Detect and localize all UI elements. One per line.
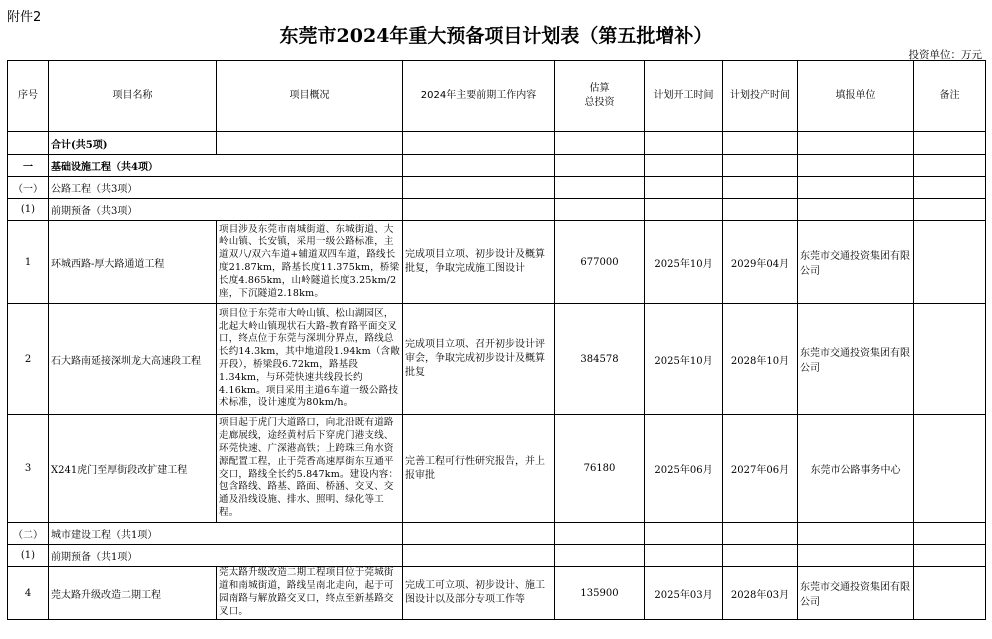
project-work: 完善工程可行性研究报告，并上报审批: [403, 415, 555, 523]
section-label: 基础设施工程（共4项）: [49, 155, 403, 177]
section-no: 一: [8, 155, 49, 177]
project-unit: 东莞市交通投资集团有限公司: [798, 567, 914, 620]
project-unit: 东莞市交通投资集团有限公司: [798, 304, 914, 415]
project-start: 2025年03月: [645, 567, 723, 620]
project-overview: 项目起于虎门大道路口，向北沿既有道路走廊展线，途经黄村后下穿虎门港支线、环莞快速、广深港高铁；上跨珠三角水资源配置工程，止于莞香高速厚街东互通平交口，路线全长约5.847km。建设内容：包含路线、路基、路面、桥涵、交叉、交通及沿线设施、排水、照明、绿化等工程。: [217, 415, 403, 523]
project-unit: 东莞市交通投资集团有限公司: [798, 221, 914, 304]
project-name: 莞太路升级改造二期工程: [49, 567, 217, 620]
project-production: 2029年04月: [723, 221, 798, 304]
project-production: 2028年03月: [723, 567, 798, 620]
category-label: 前期预备（共3项）: [49, 199, 403, 221]
project-name: X241虎门至厚街段改扩建工程: [49, 415, 217, 523]
project-production: 2028年10月: [723, 304, 798, 415]
project-work: 完成项目立项、召开初步设计评审会，争取完成初步设计及概算批复: [403, 304, 555, 415]
project-name: 石大路南延接深圳龙大高速段工程: [49, 304, 217, 415]
project-remark: [914, 221, 986, 304]
project-name: 环城西路-厚大路通道工程: [49, 221, 217, 304]
subsection-row: [8, 177, 986, 199]
header-no: 序号: [8, 61, 49, 132]
table-row: [8, 415, 986, 523]
header-production: 计划投产时间: [723, 61, 798, 132]
project-investment: 135900: [555, 567, 645, 620]
table-row: [8, 304, 986, 415]
table-row: [8, 567, 986, 620]
project-investment: 384578: [555, 304, 645, 415]
section-row: [8, 155, 986, 177]
attachment-label: 附件2: [7, 10, 42, 25]
category-label: 前期预备（共1项）: [49, 545, 403, 567]
header-start: 计划开工时间: [645, 61, 723, 132]
project-overview: 莞太路升级改造二期工程项目位于莞城街道和南城街道，路线呈南北走向，起于可园南路与解放路交叉口，终点至新基路交叉口。: [217, 567, 403, 620]
subsection-label: 公路工程（共3项）: [49, 177, 403, 199]
project-no: 1: [8, 221, 49, 304]
table-row: [8, 221, 986, 304]
project-overview: 项目位于东莞市大岭山镇、松山湖园区，北起大岭山镇现状石大路-教育路平面交叉口，终点位于东莞与深圳分界点，路线总长约14.3km，其中地道段1.94km（含敞开段），桥梁段6.72km，路基段1.34km，与环莞快速共线段长约4.16km。项目采用主道6车道一级公路技术标准，设计速度为80km/h。: [217, 304, 403, 415]
category-row: [8, 545, 986, 567]
header-overview: 项目概况: [217, 61, 403, 132]
project-start: 2025年10月: [645, 304, 723, 415]
project-no: 4: [8, 567, 49, 620]
project-start: 2025年06月: [645, 415, 723, 523]
project-production: 2027年06月: [723, 415, 798, 523]
project-no: 2: [8, 304, 49, 415]
subsection-no: （二）: [8, 523, 49, 545]
summary-label: 合计(共5项): [49, 132, 217, 155]
header-remark: 备注: [914, 61, 986, 132]
project-start: 2025年10月: [645, 221, 723, 304]
unit-note: 投资单位：万元: [908, 49, 982, 61]
subsection-row: [8, 523, 986, 545]
project-work: 完成项目立项、初步设计及概算批复，争取完成施工图设计: [403, 221, 555, 304]
header-work: 2024年主要前期工作内容: [403, 61, 555, 132]
project-investment: 677000: [555, 221, 645, 304]
header-investment-line1: 估算: [589, 83, 610, 94]
table-header-row: [8, 61, 986, 132]
project-investment: 76180: [555, 415, 645, 523]
project-work: 完成工可立项、初步设计、施工图设计以及部分专项工作等: [403, 567, 555, 620]
project-table: [7, 60, 986, 620]
subsection-no: （一）: [8, 177, 49, 199]
project-remark: [914, 415, 986, 523]
project-overview: 项目涉及东莞市南城街道、东城街道、大岭山镇、长安镇，采用一级公路标准，主道双八/双六车道+辅道双四车道，路线长度21.87km，路基长度11.375km，桥梁长度4.865km，山岭隧道长度3.25km/2座，下沉隧道2.18km。: [217, 221, 403, 304]
header-name: 项目名称: [49, 61, 217, 132]
project-no: 3: [8, 415, 49, 523]
category-no: (1): [8, 199, 49, 221]
document-title: 东莞市2024年重大预备项目计划表（第五批增补）: [279, 25, 713, 47]
header-investment-line2: 总投资: [584, 97, 615, 108]
category-row: [8, 199, 986, 221]
project-unit: 东莞市公路事务中心: [798, 415, 914, 523]
category-no: (1): [8, 545, 49, 567]
header-investment: [555, 61, 645, 132]
summary-row: [8, 132, 986, 155]
header-unit: 填报单位: [798, 61, 914, 132]
project-remark: [914, 567, 986, 620]
project-remark: [914, 304, 986, 415]
subsection-label: 城市建设工程（共1项）: [49, 523, 403, 545]
